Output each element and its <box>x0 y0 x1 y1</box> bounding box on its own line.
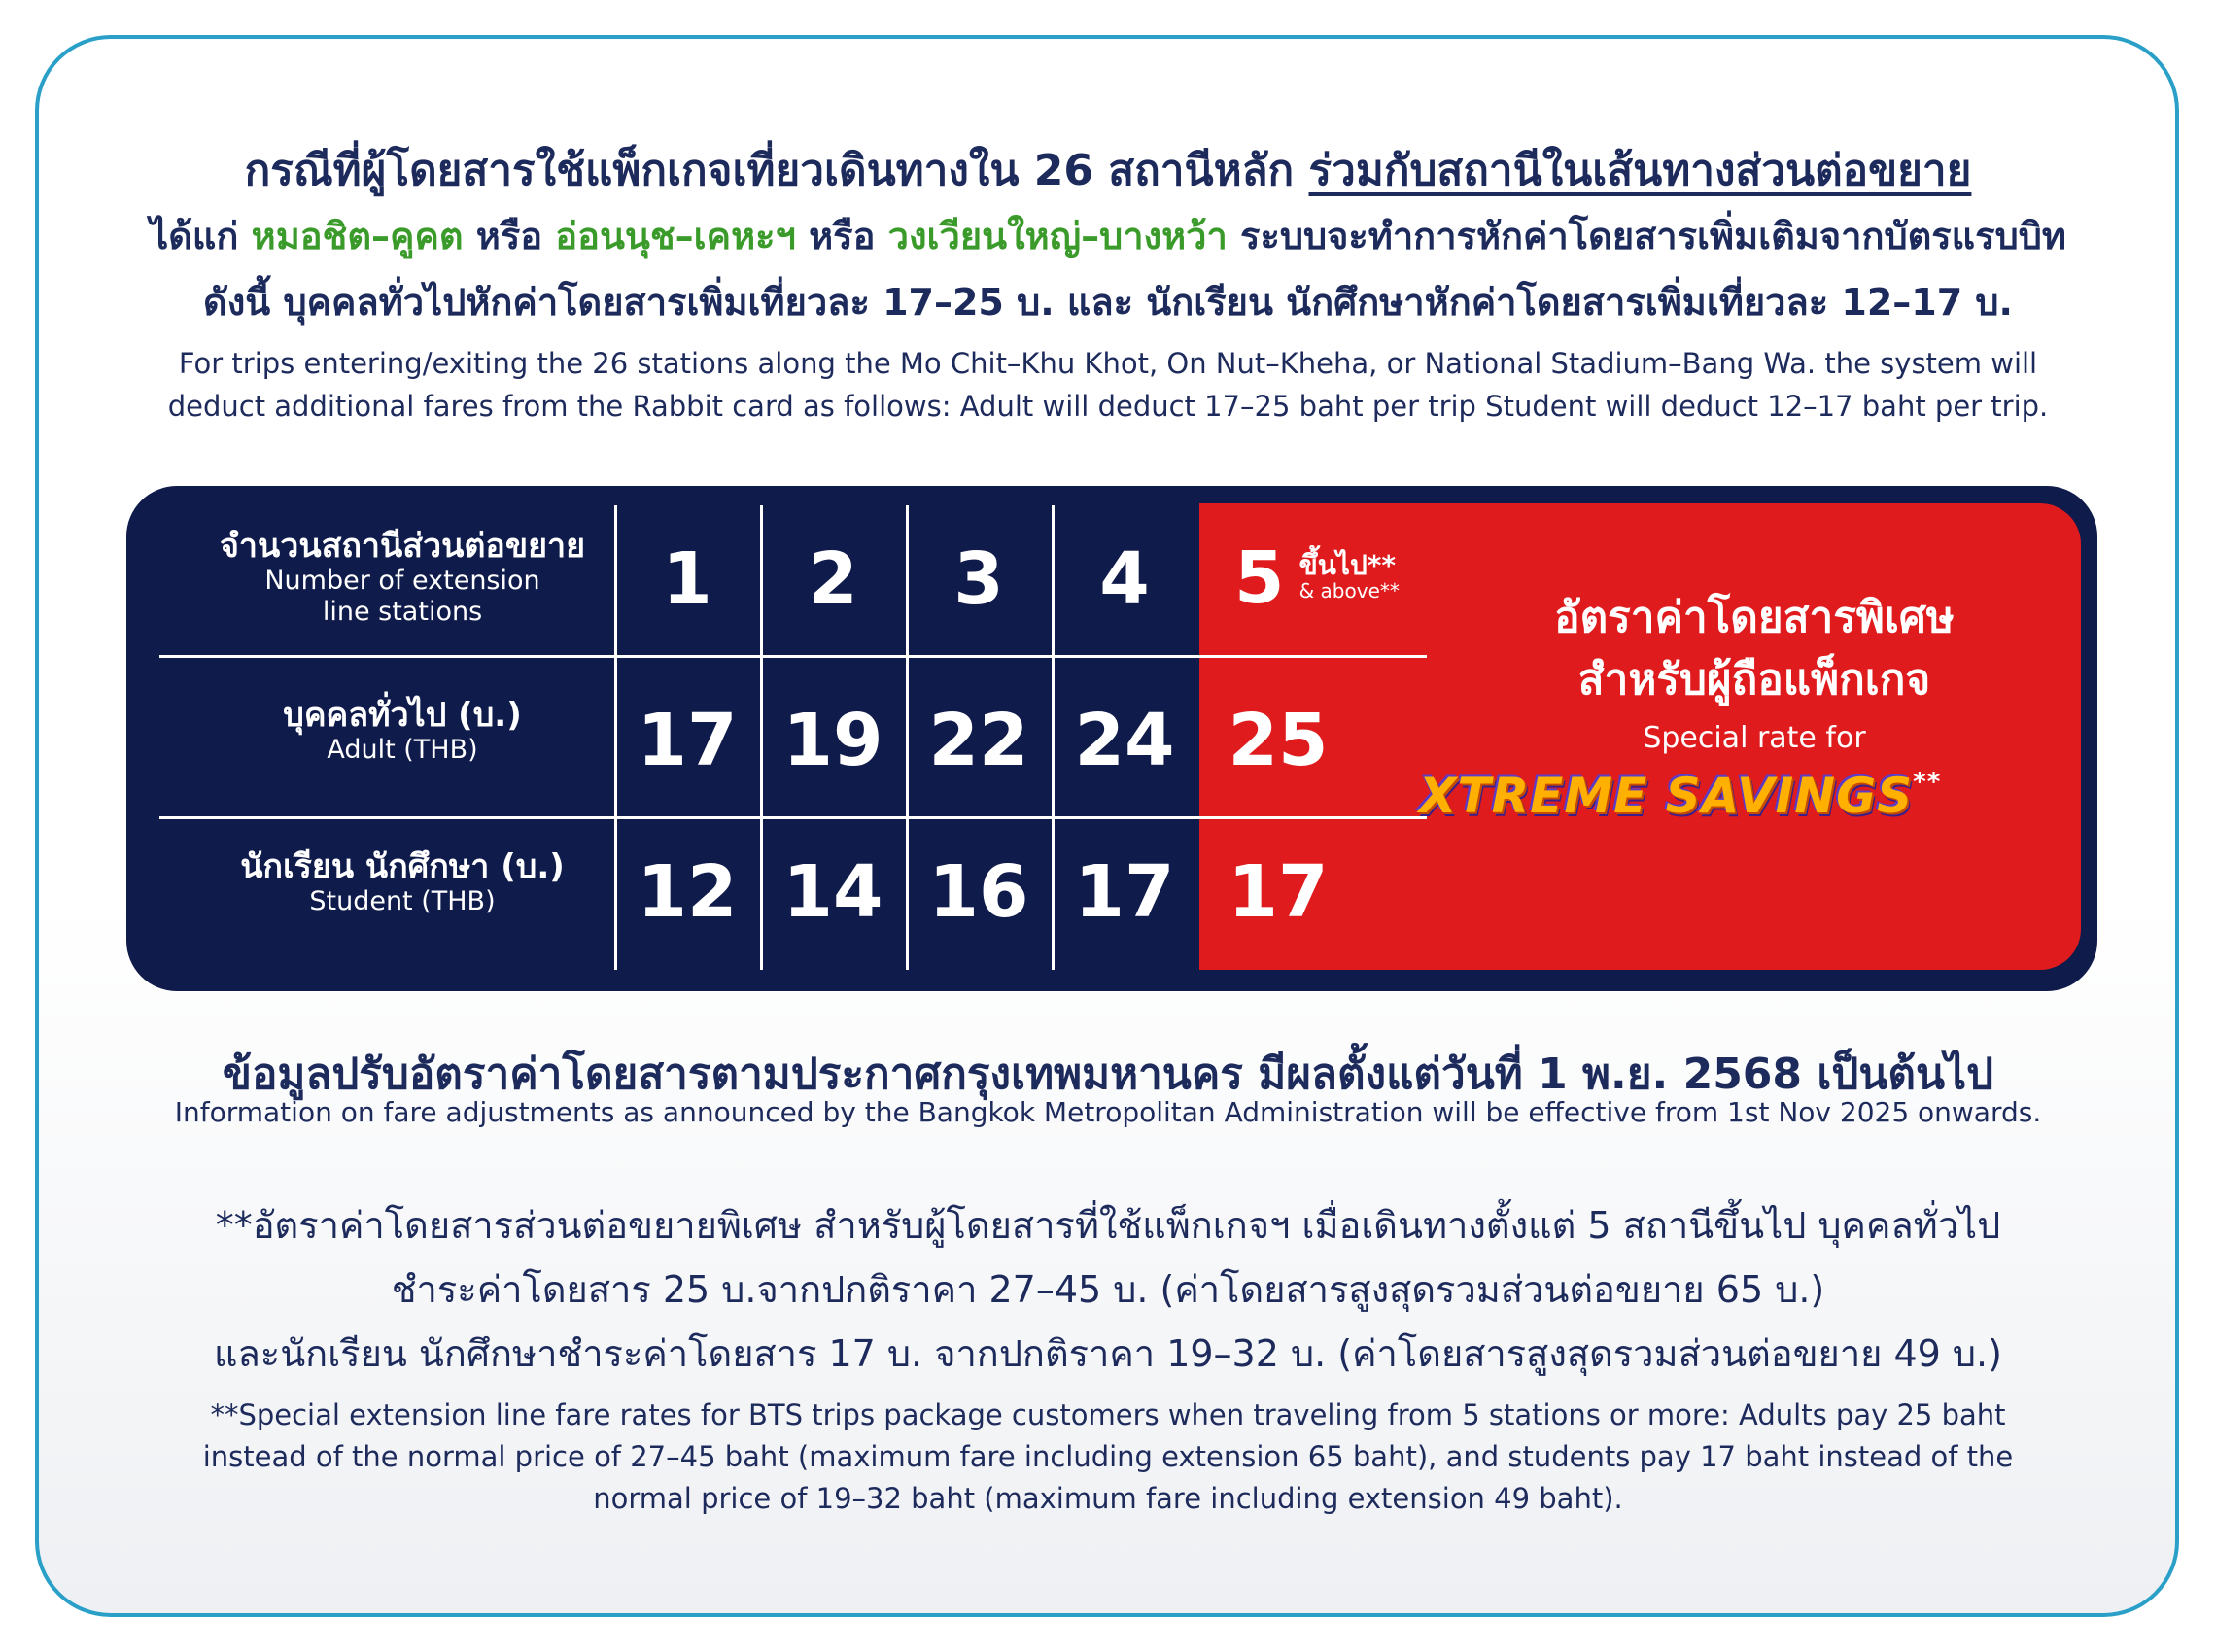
student-fare-special: 17 <box>1228 850 1329 934</box>
adult-fare: 24 <box>1074 699 1175 782</box>
student-fare: 12 <box>637 850 738 934</box>
special-rate-title: สำหรับผู้ถือแพ็กเกจ <box>1577 655 1931 705</box>
adult-fare: 22 <box>928 699 1029 782</box>
row-label-en: Number of extension <box>264 566 540 596</box>
routes-prefix: ได้แก่ <box>150 215 252 258</box>
special-rate-title: อัตราค่าโดยสารพิเศษ <box>1554 593 1955 642</box>
station-count: 1 <box>662 537 712 621</box>
student-fare: 17 <box>1074 850 1175 934</box>
adult-fare: 17 <box>637 699 738 782</box>
headline <box>0 136 2216 204</box>
row-divider <box>159 816 1427 819</box>
info-heading: ข้อมูลปรับอัตราค่าโดยสารตามประกาศกรุงเทพมหานคร มีผลตั้งแต่วันที่ 1 พ.ย. 2568 เป็นต้นไป <box>222 1050 1994 1099</box>
five-plus-en: & above** <box>1298 579 1400 602</box>
adult-fare: 19 <box>782 699 883 782</box>
logo-star: ** <box>1913 768 1942 797</box>
logo-text: XTREME SAVINGS <box>1419 768 1914 824</box>
student-fare: 16 <box>928 850 1029 934</box>
note-english-line: **Special extension line fare rates for BTS trips package customers when traveling from 5 stations or more: Adults pay 25 baht <box>210 1398 2006 1431</box>
special-rate-text <box>1429 587 2080 760</box>
student-fare: 14 <box>782 850 883 934</box>
station-count-five-plus <box>1234 536 1400 620</box>
note-line: และนักเรียน นักศึกษาชำระค่าโดยสาร 17 บ. จากปกติราคา 19–32 บ. (ค่าโดยสารสูงสุดรวมส่วนต่อขยาย 49 บ.) <box>214 1332 2002 1375</box>
row-label-en: Adult (THB) <box>327 735 478 765</box>
headline-underlined: ร่วมกับสถานีในเส้นทางส่วนต่อขยาย <box>1308 146 1972 195</box>
five-plus-th: ขึ้นไป** <box>1298 549 1397 581</box>
fare-table <box>126 486 2097 991</box>
english-summary <box>0 342 2216 428</box>
route-onnut-kheha: อ่อนนุช–เคหะฯ <box>555 215 796 258</box>
route-wongwianyai-bangwa: วงเวียนใหญ่–บางหว้า <box>887 215 1228 258</box>
station-count: 2 <box>808 537 858 621</box>
note-english-line: normal price of 19–32 baht (maximum fare including extension 49 baht). <box>593 1482 1623 1515</box>
note-english-line: instead of the normal price of 27–45 baht (maximum fare including extension 65 baht), and students pay 17 baht instead of the <box>202 1440 2014 1473</box>
deduction-line: ดังนี้ บุคคลทั่วไปหักค่าโดยสารเพิ่มเที่ยวละ 17–25 บ. และ นักเรียน นักศึกษาหักค่าโดยสารเพิ่มเที่ยวละ 12–17 บ. <box>203 281 2013 324</box>
note-line: ชำระค่าโดยสาร 25 บ.จากปกติราคา 27–45 บ. (ค่าโดยสารสูงสุดรวมส่วนต่อขยาย 65 บ.) <box>391 1268 1825 1311</box>
row-label-en: line stations <box>322 597 483 627</box>
row-label-th: นักเรียน นักศึกษา (บ.) <box>240 847 565 886</box>
xtreme-savings-logo <box>1419 768 1941 824</box>
row-label-stations <box>159 527 645 628</box>
row-label-en: Student (THB) <box>309 886 496 916</box>
row-divider <box>159 655 1427 658</box>
english-summary-line: deduct additional fares from the Rabbit card as follows: Adult will deduct 17–25 baht per trip Student will deduct 12–17 baht per trip. <box>167 390 2049 423</box>
routes-line <box>0 206 2216 265</box>
route-mochit-khukhot: หมอชิต–คูคต <box>251 215 464 258</box>
english-summary-line: For trips entering/exiting the 26 stations along the Mo Chit–Khu Khot, On Nut–Kheha, or National Stadium–Bang Wa. the system will <box>178 347 2038 380</box>
row-label-student <box>159 847 645 917</box>
row-label-adult <box>159 696 645 766</box>
info-english: Information on fare adjustments as announced by the Bangkok Metropolitan Administration will be effective from 1st Nov 2025 onwards. <box>174 1096 2042 1128</box>
row-label-th: บุคคลทั่วไป (บ.) <box>283 696 522 735</box>
special-rate-en: Special rate for <box>1643 721 1866 755</box>
or-text: หรือ <box>463 215 556 258</box>
station-count: 3 <box>953 537 1004 621</box>
five-number: 5 <box>1234 536 1285 620</box>
headline-text: กรณีที่ผู้โดยสารใช้แพ็กเกจเที่ยวเดินทางใน 26 สถานีหลัก <box>244 146 1309 195</box>
routes-suffix: ระบบจะทำการหักค่าโดยสารเพิ่มเติมจากบัตรแรบบิท <box>1227 215 2066 258</box>
note-line: **อัตราค่าโดยสารส่วนต่อขยายพิเศษ สำหรับผู้โดยสารที่ใช้แพ็กเกจฯ เมื่อเดินทางตั้งแต่ 5 สถานีขึ้นไป บุคคลทั่วไป <box>215 1204 2001 1247</box>
note-english <box>0 1394 2216 1520</box>
adult-fare-special: 25 <box>1228 699 1329 782</box>
row-label-th: จำนวนสถานีส่วนต่อขยาย <box>219 527 586 566</box>
station-count: 4 <box>1099 537 1150 621</box>
or-text: หรือ <box>795 215 888 258</box>
